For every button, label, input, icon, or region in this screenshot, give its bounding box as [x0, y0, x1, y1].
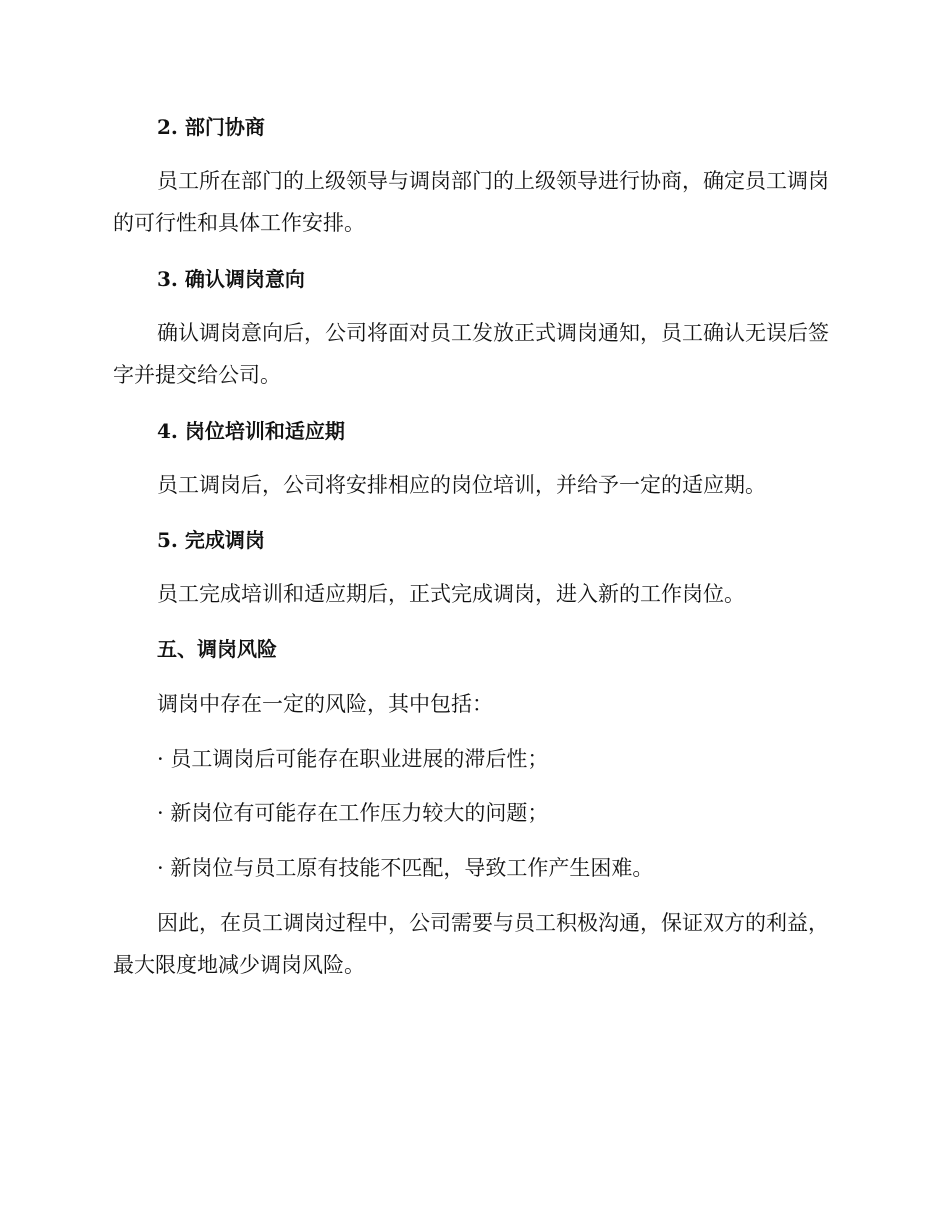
- risk-item: · 新岗位有可能存在工作压力较大的问题；: [157, 801, 549, 825]
- section-heading-2: 2. 部门协商: [157, 115, 265, 139]
- section-paragraph-2: 员工所在部门的上级领导与调岗部门的上级领导进行协商，确定员工调岗的可行性和具体工作安排。: [113, 169, 829, 235]
- section-heading-5: 5. 完成调岗: [157, 528, 265, 552]
- risk-item: · 员工调岗后可能存在职业进展的滞后性；: [157, 747, 549, 771]
- section-paragraph-3: 确认调岗意向后，公司将面对员工发放正式调岗通知，员工确认无误后签字并提交给公司。: [113, 321, 829, 387]
- section-heading-4: 4. 岗位培训和适应期: [157, 419, 345, 443]
- risk-item: · 新岗位与员工原有技能不匹配，导致工作产生困难。: [157, 856, 654, 880]
- risk-intro: 调岗中存在一定的风险，其中包括：: [157, 692, 493, 716]
- section-paragraph-4: 员工调岗后，公司将安排相应的岗位培训，并给予一定的适应期。: [157, 473, 766, 497]
- section-paragraph-5: 员工完成培训和适应期后，正式完成调岗，进入新的工作岗位。: [157, 582, 745, 606]
- risk-conclusion: 因此，在员工调岗过程中，公司需要与员工积极沟通，保证双方的利益，最大限度地减少调岗风险。: [113, 911, 829, 977]
- section-heading-3: 3. 确认调岗意向: [157, 267, 305, 291]
- risk-heading: 五、调岗风险: [157, 637, 277, 661]
